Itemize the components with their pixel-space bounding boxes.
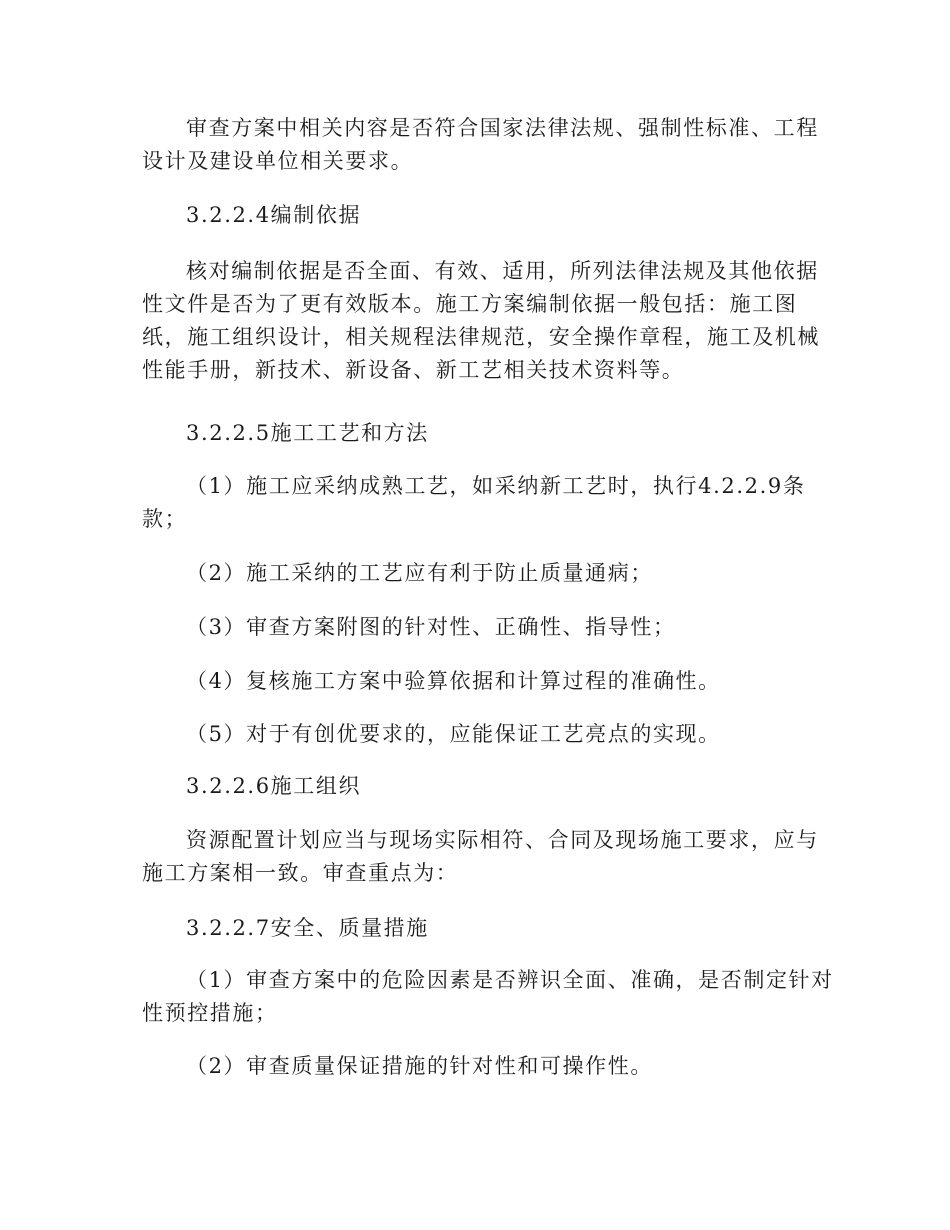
list-item bbox=[142, 1050, 810, 1083]
text-line: 性能手册，新技术、新设备、新工艺相关技术资料等。 bbox=[142, 358, 685, 382]
text-line: （2）审查质量保证措施的针对性和可操作性。 bbox=[186, 1054, 653, 1078]
section-heading: 3.2.2.7安全、质量措施 bbox=[186, 916, 429, 940]
text-line: 纸，施工组织设计，相关规程法律规范，安全操作章程，施工及机械 bbox=[142, 325, 820, 349]
text-line: （2）施工采纳的工艺应有利于防止质量通病； bbox=[186, 561, 653, 585]
text-line: 资源配置计划应当与现场实际相符、合同及现场施工要求，应与 bbox=[186, 828, 819, 852]
section-heading: 3.2.2.4编制依据 bbox=[186, 203, 362, 227]
text-line: 款； bbox=[142, 507, 188, 531]
text-line: 性预控措施； bbox=[142, 1001, 278, 1025]
text-line: 审查方案中相关内容是否符合国家法律法规、强制性标准、工程 bbox=[186, 116, 819, 140]
list-item bbox=[142, 665, 810, 698]
text-line: （3）审查方案附图的针对性、正确性、指导性； bbox=[186, 615, 676, 639]
heading-3-2-2-6 bbox=[142, 770, 810, 803]
list-item bbox=[142, 611, 810, 644]
list-item bbox=[142, 964, 834, 1030]
text-line: （5）对于有创优要求的，应能保证工艺亮点的实现。 bbox=[186, 722, 721, 746]
text-line: 核对编制依据是否全面、有效、适用，所列法律法规及其他依据 bbox=[186, 259, 819, 283]
paragraph-basis-check bbox=[142, 255, 820, 387]
section-heading: 3.2.2.5施工工艺和方法 bbox=[186, 421, 429, 445]
heading-3-2-2-7 bbox=[142, 912, 810, 945]
text-line: （1）审查方案中的危险因素是否辨识全面、准确，是否制定针对 bbox=[186, 968, 834, 992]
text-line: 设计及建设单位相关要求。 bbox=[142, 149, 414, 173]
heading-3-2-2-5 bbox=[142, 417, 810, 450]
list-item bbox=[142, 718, 810, 751]
text-line: 性文件是否为了更有效版本。施工方案编制依据一般包括：施工图 bbox=[142, 292, 798, 316]
heading-3-2-2-4 bbox=[142, 199, 810, 232]
text-line: （4）复核施工方案中验算依据和计算过程的准确性。 bbox=[186, 669, 721, 693]
list-item bbox=[142, 470, 810, 536]
paragraph-compliance-review bbox=[142, 112, 819, 178]
text-line: （1）施工应采纳成熟工艺，如采纳新工艺时，执行4.2.2.9条 bbox=[186, 474, 806, 498]
paragraph-resource-plan bbox=[142, 824, 819, 890]
section-heading: 3.2.2.6施工组织 bbox=[186, 774, 362, 798]
text-line: 施工方案相一致。审查重点为： bbox=[142, 861, 459, 885]
list-item bbox=[142, 557, 810, 590]
